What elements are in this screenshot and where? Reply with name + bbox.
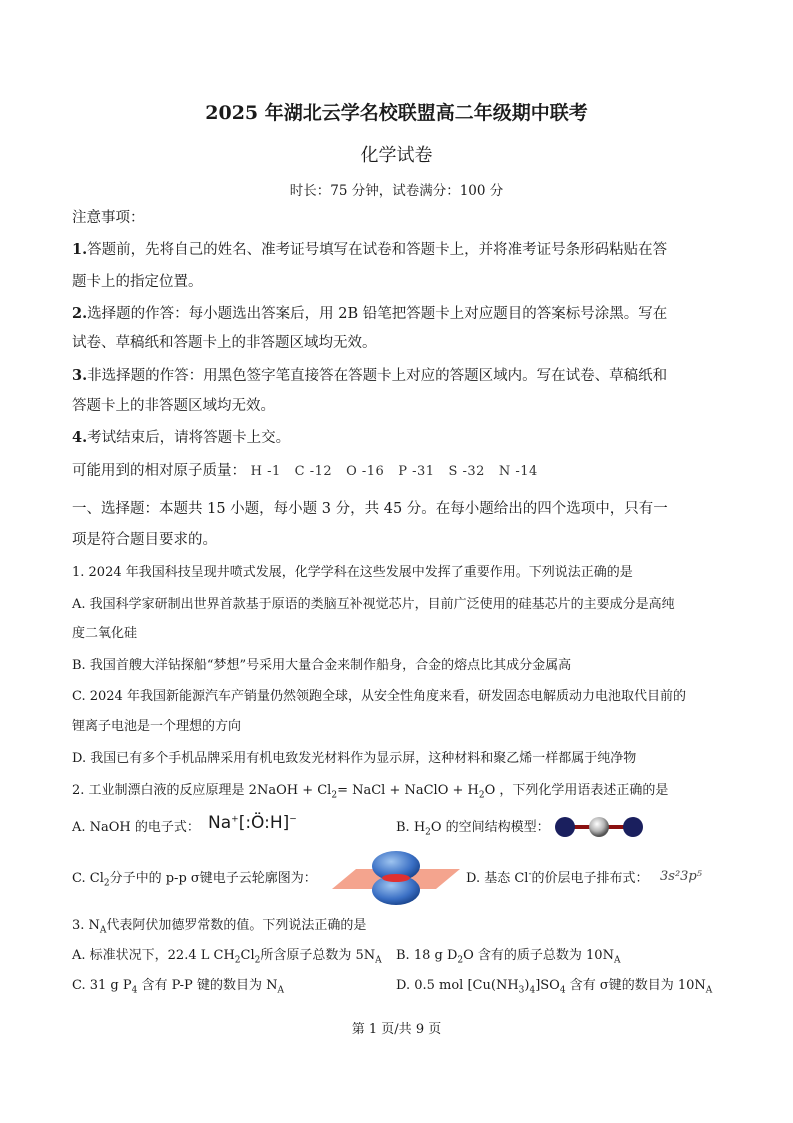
mass-h: H -1 bbox=[250, 464, 281, 479]
notice-item-1-cont: 题卡上的指定位置。 bbox=[72, 274, 203, 290]
q1-option-c: C. 2024 年我国新能源汽车产销量仍然领跑全球，从安全性角度来看，研发固态电解质动力电池取代目前的 bbox=[72, 689, 686, 704]
q2-option-c: C. $Cl_2$分子中的 p-p σ键电子云轮廓图为： bbox=[72, 871, 317, 889]
notice-item-3: 3.非选择题的作答：用黑色签字笔直接答在答题卡上对应的答题区域内。写在试卷、草稿纸和 bbox=[72, 367, 668, 384]
q2-option-b: B. $H_2O$ 的空间结构模型： bbox=[396, 820, 550, 838]
mass-p: P -31 bbox=[398, 464, 435, 479]
page-footer: 第 1 页/共 9 页 bbox=[351, 1022, 442, 1037]
q3-option-d: D. 0.5 mol $[Cu(NH_3)_4]SO_4$ 含有 σ键的数目为 $10N_A$ bbox=[396, 978, 713, 996]
notice-item-4: 4.考试结束后，请将答题卡上交。 bbox=[72, 429, 291, 446]
mass-o: O -16 bbox=[346, 464, 385, 479]
q3-option-b: B. 18 g $D_2O$ 含有的质子总数为 $10N_A$ bbox=[396, 948, 621, 966]
q1-option-d: D. 我国已有多个手机品牌采用有机电致发光材料作为显示屏，这种材料和聚乙烯一样都属于纯净物 bbox=[72, 751, 637, 766]
q2-option-d: D. 基态 Cl-的价层电子排布式： bbox=[466, 869, 649, 886]
exam-duration: 时长：75 分钟，试卷满分：100 分 bbox=[289, 183, 504, 199]
q3-stem: 3. $N_A$代表阿伏加德罗常数的值。下列说法正确的是 bbox=[72, 918, 367, 936]
q1-option-a-cont: 度二氧化硅 bbox=[72, 626, 138, 641]
notice-item-3-cont: 答题卡上的非答题区域均无效。 bbox=[72, 398, 275, 414]
q1-stem: 1. 2024 年我国科技呈现井喷式发展，化学学科在这些发展中发挥了重要作用。下列说法正确的是 bbox=[72, 565, 633, 580]
q3-option-a: A. 标准状况下，22.4 L $CH_2Cl_2$所含原子总数为 $5N_A$ bbox=[72, 948, 382, 966]
mass-s: S -32 bbox=[448, 464, 485, 479]
h2o-ball-stick-model bbox=[553, 815, 645, 839]
section-1-heading-cont: 项是符合题目要求的。 bbox=[72, 532, 217, 548]
q1-option-a: A. 我国科学家研制出世界首款基于原语的类脑互补视觉芯片，目前广泛使用的硅基芯片的主要成分是高纯 bbox=[72, 597, 675, 612]
section-1-heading: 一、选择题：本题共 15 小题，每小题 3 分，共 45 分。在每小题给出的四个选项中，只有一 bbox=[72, 501, 668, 517]
mass-c: C -12 bbox=[294, 464, 333, 479]
notice-heading: 注意事项： bbox=[72, 210, 145, 226]
exam-subject: 化学试卷 bbox=[360, 145, 433, 166]
cl-valence-config: 3s²3p⁵ bbox=[660, 869, 702, 884]
notice-item-1: 1.答题前，先将自己的姓名、准考证号填写在试卷和答题卡上，并将准考证号条形码粘贴在答 bbox=[72, 241, 668, 258]
q2-stem: 2. 工业制漂白液的反应原理是 2NaOH + $Cl_2=$ NaCl + NaClO + $H_2O$ ，下列化学用语表述正确的是 bbox=[72, 783, 669, 801]
notice-item-2: 2.选择题的作答：每小题选出答案后，用 2B 铅笔把答题卡上对应题目的答案标号涂黑。写在 bbox=[72, 305, 668, 322]
q3-option-c: C. 31 g $P_4$ 含有 P-P 键的数目为 $N_A$ bbox=[72, 978, 284, 996]
q1-option-c-cont: 锂离子电池是一个理想的方向 bbox=[72, 719, 242, 734]
q2-option-a: A. NaOH 的电子式： bbox=[72, 820, 200, 835]
atomic-mass-line: 可能用到的相对原子质量： H -1 C -12 O -16 P -31 S -32 N -14 bbox=[72, 463, 538, 479]
naoh-electron-formula: Na+[:Ö:H]− bbox=[208, 813, 297, 833]
notice-item-2-cont: 试卷、草稿纸和答题卡上的非答题区域均无效。 bbox=[72, 335, 377, 351]
exam-title: 2025 年湖北云学名校联盟高二年级期中联考 bbox=[205, 102, 588, 124]
q1-option-b: B. 我国首艘大洋钻探船“梦想”号采用大量合金来制作船身，合金的熔点比其成分金属高 bbox=[72, 658, 572, 673]
mass-n: N -14 bbox=[498, 464, 538, 479]
sigma-bond-orbital-diagram bbox=[332, 849, 460, 907]
